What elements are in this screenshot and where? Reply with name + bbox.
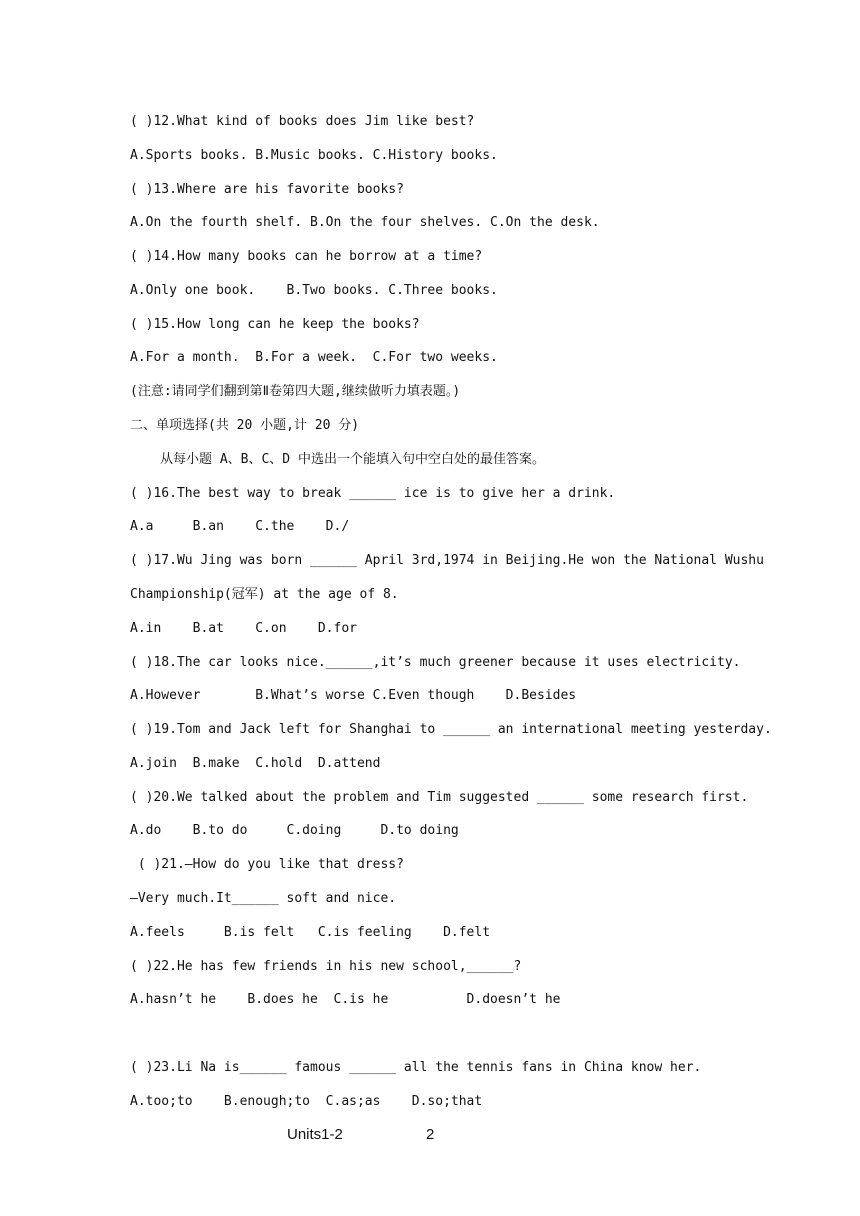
question-23: ( )23.Li Na is______ famous ______ all the tennis fans in China know her. <box>130 1060 702 1075</box>
options-19: A.join B.make C.hold D.attend <box>130 756 381 771</box>
options-15: A.For a month. B.For a week. C.For two weeks. <box>130 350 498 365</box>
question-14: ( )14.How many books can he borrow at a time? <box>130 249 483 264</box>
options-20: A.do B.to do C.doing D.to doing <box>130 823 459 838</box>
options-13: A.On the fourth shelf. B.On the four shelves. C.On the desk. <box>130 215 600 230</box>
question-21-dialogue: —Very much.It______ soft and nice. <box>130 891 397 906</box>
question-15: ( )15.How long can he keep the books? <box>130 317 420 332</box>
options-14: A.Only one book. B.Two books. C.Three books. <box>130 283 498 298</box>
options-21: A.feels B.is felt C.is feeling D.felt <box>130 925 491 940</box>
question-17: ( )17.Wu Jing was born ______ April 3rd,1974 in Beijing.He won the National Wushu <box>130 553 764 568</box>
section-heading: 二、单项选择(共 20 小题,计 20 分) <box>130 418 360 433</box>
listening-note: (注意:请同学们翻到第Ⅱ卷第四大题,继续做听力填表题。) <box>130 384 461 399</box>
question-21: ( )21.—How do you like that dress? <box>130 857 404 872</box>
question-12: ( )12.What kind of books does Jim like best? <box>130 114 475 129</box>
options-16: A.a B.an C.the D./ <box>130 519 350 534</box>
question-22: ( )22.He has few friends in his new school,______? <box>130 959 522 974</box>
question-20: ( )20.We talked about the problem and Tim suggested ______ some research first. <box>130 790 749 805</box>
question-16: ( )16.The best way to break ______ ice is to give her a drink. <box>130 486 616 501</box>
options-12: A.Sports books. B.Music books. C.History books. <box>130 148 498 163</box>
footer-page-number: 2 <box>426 1126 435 1143</box>
question-13: ( )13.Where are his favorite books? <box>130 182 404 197</box>
section-instructions: 从每小题 A、B、C、D 中选出一个能填入句中空白处的最佳答案。 <box>160 452 545 467</box>
question-19: ( )19.Tom and Jack left for Shanghai to ______ an international meeting yesterday. <box>130 722 772 737</box>
question-17-continued: Championship(冠军) at the age of 8. <box>130 587 399 602</box>
options-22: A.hasn’t he B.does he C.is he D.doesn’t he <box>130 992 561 1007</box>
question-18: ( )18.The car looks nice.______,it’s much greener because it uses electricity. <box>130 655 741 670</box>
footer-unit: Units1-2 <box>287 1126 343 1143</box>
options-23: A.too;to B.enough;to C.as;as D.so;that <box>130 1094 483 1109</box>
options-18: A.However B.What’s worse C.Even though D.Besides <box>130 688 577 703</box>
options-17: A.in B.at C.on D.for <box>130 621 357 636</box>
